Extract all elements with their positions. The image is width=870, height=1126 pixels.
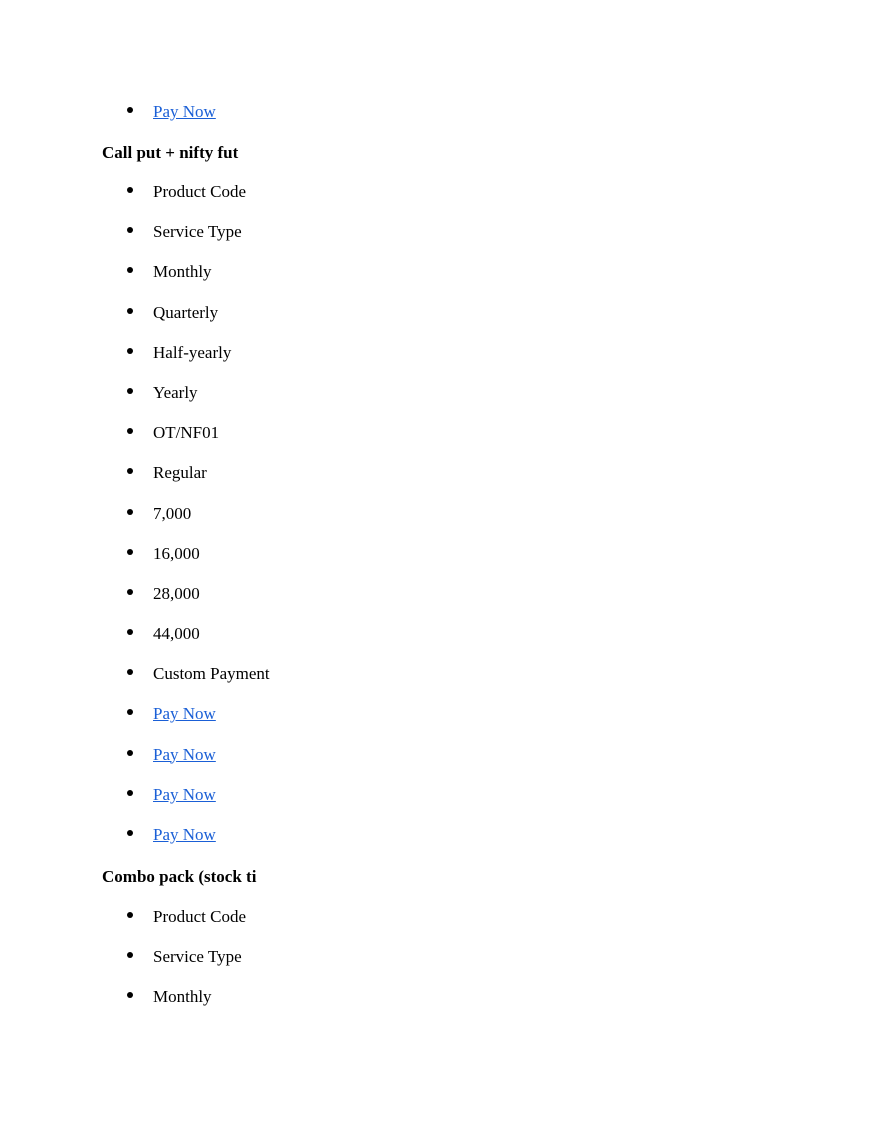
pay-now-link[interactable]: Pay Now <box>153 825 216 844</box>
list-item[interactable] <box>0 704 870 744</box>
bullet-icon <box>127 509 133 515</box>
bullet-icon <box>127 709 133 715</box>
list-item-label-28-000: 28,000 <box>153 583 200 603</box>
list-item <box>0 624 870 664</box>
bullet-icon <box>127 267 133 273</box>
bullet-icon <box>127 107 133 113</box>
pay-now-link[interactable]: Pay Now <box>153 704 216 724</box>
bullet-icon <box>127 468 133 474</box>
list-item-label-monthly: Monthly <box>153 987 212 1007</box>
list-item <box>0 987 870 1027</box>
pay-now-link[interactable]: Pay Now <box>153 744 216 764</box>
list-item <box>0 343 870 383</box>
list-item <box>0 947 870 987</box>
list-item[interactable] <box>0 745 870 785</box>
bullet-icon <box>127 912 133 918</box>
list-item-label-ot-nf01: OT/NF01 <box>153 423 220 443</box>
bullet-icon <box>127 952 133 958</box>
list-item <box>0 544 870 584</box>
bullet-icon <box>127 790 133 796</box>
list-item <box>0 423 870 463</box>
section-list-call-put-nifty-fut <box>0 182 870 865</box>
list-item[interactable] <box>0 102 870 142</box>
section-heading-combo-pack: Combo pack (stock ti <box>102 867 257 886</box>
list-item-label-monthly: Monthly <box>153 262 212 282</box>
bullet-icon <box>127 388 133 394</box>
section-list-combo-pack <box>0 907 870 1028</box>
bullet-icon <box>127 830 133 836</box>
list-item <box>0 463 870 503</box>
bullet-icon <box>127 629 133 635</box>
list-item <box>0 664 870 704</box>
list-item-label-yearly: Yearly <box>153 382 198 402</box>
pay-now-link[interactable]: Pay Now <box>153 102 216 121</box>
list-item[interactable] <box>0 825 870 865</box>
bullet-icon <box>127 428 133 434</box>
bullet-icon <box>127 308 133 314</box>
list-item-label-quarterly: Quarterly <box>153 302 219 322</box>
list-item-label-service-type: Service Type <box>153 222 242 242</box>
top-list <box>0 102 870 142</box>
list-item-label-regular: Regular <box>153 463 207 483</box>
bullet-icon <box>127 750 133 756</box>
section-heading-call-put-nifty-fut: Call put + nifty fut <box>102 143 239 162</box>
bullet-icon <box>127 589 133 595</box>
bullet-icon <box>127 669 133 675</box>
list-item <box>0 584 870 624</box>
list-item <box>0 303 870 343</box>
bullet-icon <box>127 549 133 555</box>
list-item <box>0 504 870 544</box>
list-item[interactable] <box>0 785 870 825</box>
list-item-label-service-type: Service Type <box>153 947 242 967</box>
list-item <box>0 907 870 947</box>
list-item-label-16-000: 16,000 <box>153 543 200 563</box>
list-item <box>0 383 870 423</box>
pay-now-link[interactable]: Pay Now <box>153 784 216 804</box>
bullet-icon <box>127 992 133 998</box>
list-item-label-product-code: Product Code <box>153 182 247 201</box>
list-item <box>0 222 870 262</box>
bullet-icon <box>127 348 133 354</box>
list-item-label-product-code: Product Code <box>153 907 247 926</box>
list-item-label-44-000: 44,000 <box>153 624 200 644</box>
bullet-icon <box>127 227 133 233</box>
bullet-icon <box>127 187 133 193</box>
list-item-label-custom-payment: Custom Payment <box>153 664 270 684</box>
list-item <box>0 182 870 222</box>
list-item-label-7-000: 7,000 <box>153 503 192 523</box>
list-item <box>0 262 870 302</box>
list-item-label-half-yearly: Half-yearly <box>153 342 232 362</box>
